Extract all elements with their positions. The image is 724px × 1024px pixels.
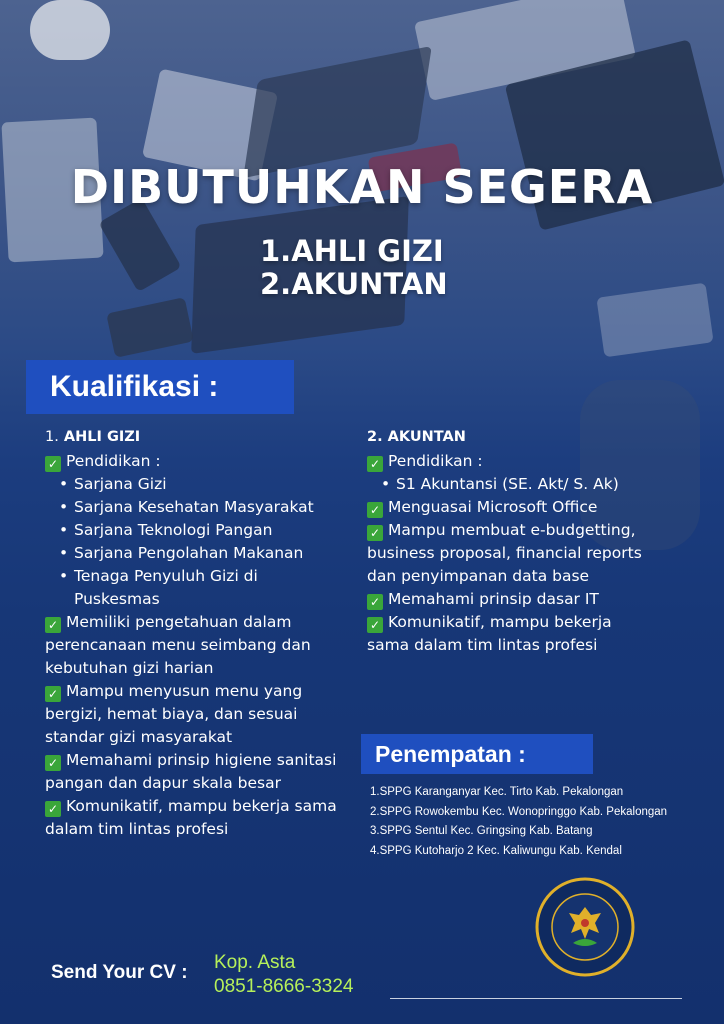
placement-list — [370, 783, 667, 861]
placement-item: 4.SPPG Kutoharjo 2 Kec. Kaliwungu Kab. Kendal — [370, 844, 622, 857]
akuntan-column — [367, 426, 697, 657]
check-icon: ✓ — [45, 686, 61, 702]
education-label: ✓ Pendidikan : — [45, 450, 345, 473]
list-item: • Tenaga Penyuluh Gizi di Puskesmas — [71, 565, 264, 611]
position-item: 2.AKUNTAN — [260, 267, 448, 301]
list-item: • Sarjana Teknologi Pangan — [71, 519, 345, 542]
check-icon: ✓ — [367, 456, 383, 472]
education-list — [367, 473, 697, 496]
placement-item: 2.SPPG Rowokembu Kec. Wonopringgo Kab. Pekalongan — [370, 805, 668, 818]
list-item: • Sarjana Pengolahan Makanan — [71, 542, 345, 565]
check-icon: ✓ — [367, 594, 383, 610]
background-sleeve — [30, 0, 110, 60]
requirement-item: ✓ Memahami prinsip higiene sanitasi pangan dan dapur skala besar — [45, 751, 337, 792]
ahli-gizi-column — [45, 426, 345, 841]
background-paper — [596, 283, 713, 358]
column-title-text: AHLI GIZI — [63, 429, 141, 445]
column-title — [45, 426, 345, 449]
education-list — [45, 473, 345, 611]
headline: DIBUTUHKAN SEGERA — [70, 160, 654, 214]
check-icon: ✓ — [367, 617, 383, 633]
divider-line — [390, 998, 682, 999]
requirement-item: ✓ Mampu membuat e-budgetting, business proposal, financial reports dan penyimpanan data base — [367, 521, 642, 585]
position-item: 1.AHLI GIZI — [260, 234, 444, 268]
requirement-item: ✓ Mampu menyusun menu yang bergizi, hemat biaya, dan sesuai standar gizi masyarakat — [45, 682, 303, 746]
list-item: • Sarjana Gizi — [71, 473, 345, 496]
placement-heading: Penempatan : — [361, 734, 593, 774]
send-cv-label: Send Your CV : — [51, 962, 188, 983]
list-item: • S1 Akuntansi (SE. Akt/ S. Ak) — [393, 473, 697, 496]
check-icon: ✓ — [45, 801, 61, 817]
column-title: 2. AKUNTAN — [367, 429, 466, 445]
requirement-item: ✓ Memiliki pengetahuan dalam perencanaan menu seimbang dan kebutuhan gizi harian — [45, 613, 311, 677]
positions-list — [260, 235, 448, 301]
requirement-item: ✓ Menguasai Microsoft Office — [367, 496, 697, 519]
requirement-item: ✓ Komunikatif, mampu bekerja sama dalam tim lintas profesi — [45, 797, 337, 838]
badan-gizi-nasional-logo — [535, 877, 635, 977]
list-item: • Sarjana Kesehatan Masyarakat — [71, 496, 345, 519]
qualifications-heading: Kualifikasi : — [26, 360, 294, 414]
placement-item: 1.SPPG Karanganyar Kec. Tirto Kab. Pekalongan — [370, 786, 624, 798]
placement-item: 3.SPPG Sentul Kec. Gringsing Kab. Batang — [370, 825, 593, 837]
check-icon: ✓ — [45, 456, 61, 472]
check-icon: ✓ — [45, 755, 61, 771]
contact-phone[interactable]: 0851-8666-3324 — [214, 976, 354, 997]
column-title-number: 1. — [45, 429, 59, 445]
education-label: ✓ Pendidikan : — [367, 450, 697, 473]
check-icon: ✓ — [45, 617, 61, 633]
check-icon: ✓ — [367, 525, 383, 541]
requirement-item: ✓ Memahami prinsip dasar IT — [367, 588, 697, 611]
background-phone — [106, 297, 194, 358]
check-icon: ✓ — [367, 502, 383, 518]
requirement-item: ✓ Komunikatif, mampu bekerja sama dalam tim lintas profesi — [367, 613, 612, 654]
contact-name: Kop. Asta — [214, 952, 296, 973]
